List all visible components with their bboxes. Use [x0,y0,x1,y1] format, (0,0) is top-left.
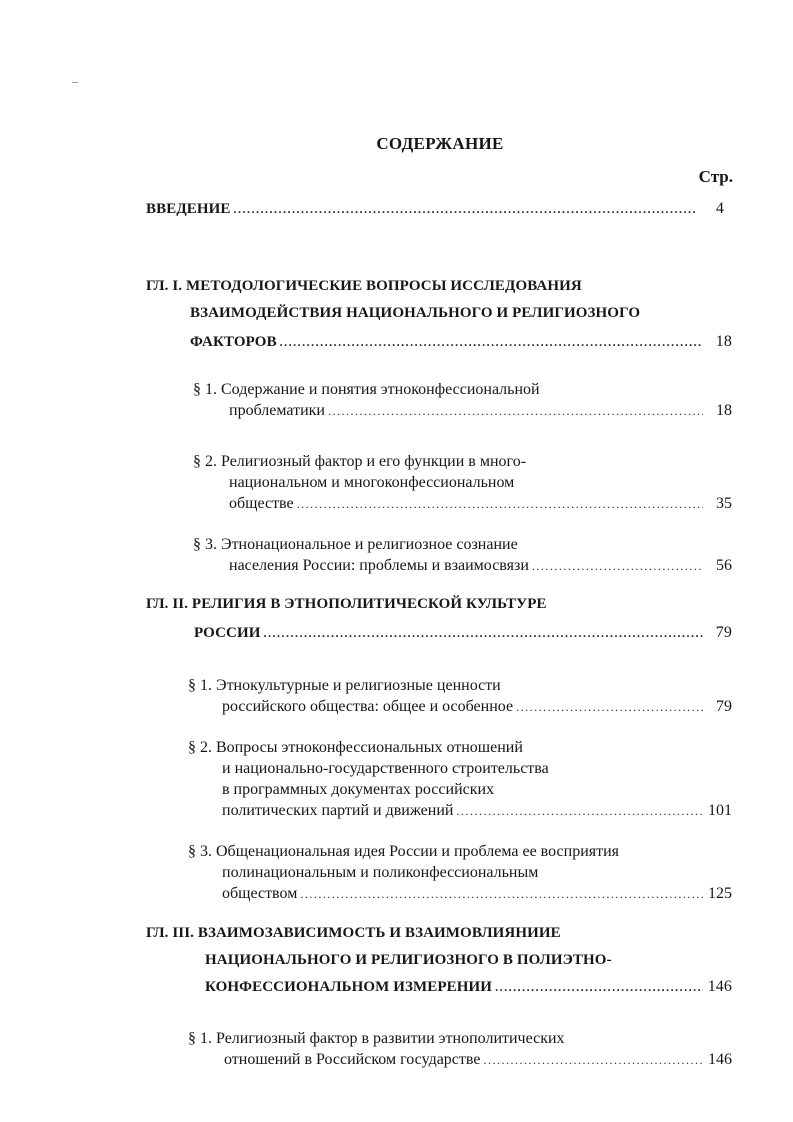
section-2-3-line2: полинациональным и поликонфессиональным [222,864,539,881]
dot-leader [495,980,703,995]
toc-entry-chapter-3 [205,978,732,996]
chapter-3-heading-line3: КОНФЕССИОНАЛЬНОМ ИЗМЕРЕНИИ [205,979,493,995]
toc-page-number: 18 [715,333,732,350]
toc-entry-section-1-3 [229,557,732,575]
toc-page-number: 79 [716,698,732,715]
toc-entry-section-2-3 [222,885,732,903]
toc-page-number: 79 [715,624,732,641]
section-2-3-line1: § 3. Общенациональная идея России и проблема ее восприятия [188,843,620,860]
dot-leader [483,1053,703,1068]
chapter-1-heading-line1: ГЛ. I. МЕТОДОЛОГИЧЕСКИЕ ВОПРОСЫ ИССЛЕДОВАНИЯ [146,278,582,294]
chapter-1-heading-line2: ВЗАИМОДЕЙСТВИЯ НАЦИОНАЛЬНОГО И РЕЛИГИОЗНОГО [190,305,641,321]
chapter-2-heading-line2: РОССИИ [194,625,261,641]
toc-page-number: 125 [708,885,732,902]
dot-leader [456,804,703,819]
toc-entry-chapter-1 [190,333,732,351]
toc-page-number: 146 [708,1051,732,1068]
section-1-2-line2: национальном и многоконфессиональном [229,474,515,491]
chapter-2-heading-line1: ГЛ. II. РЕЛИГИЯ В ЭТНОПОЛИТИЧЕСКОЙ КУЛЬТУРЕ [146,596,547,612]
toc-page-number: 4 [715,200,724,217]
toc-entry-section-1-1 [229,402,732,420]
toc-entry-intro [146,200,724,218]
section-1-2-line3: обществе [229,495,294,512]
dot-leader [233,202,695,217]
page-column-label: Стр. [698,167,733,186]
section-2-1-line2: российского общества: общее и особенное [222,698,514,715]
section-2-1-line1: § 1. Этнокультурные и религиозные ценности [188,677,501,694]
chapter-3-heading-line1: ГЛ. III. ВЗАИМОЗАВИСИМОСТЬ И ВЗАИМОВЛИЯНИИЕ [146,925,561,941]
toc-entry-label: ВВЕДЕНИЕ [146,201,231,217]
toc-entry-section-2-2 [222,802,732,820]
dot-leader [280,335,703,350]
section-3-1-line1: § 1. Религиозный фактор в развитии этнополитических [188,1030,565,1047]
toc-page-number: 56 [716,557,732,574]
section-1-3-line2: населения России: проблемы и взаимосвязи [229,557,529,574]
toc-entry-section-3-1 [224,1051,732,1069]
chapter-3-heading-line2: НАЦИОНАЛЬНОГО И РЕЛИГИОЗНОГО В ПОЛИЭТНО- [205,952,612,968]
toc-page-number: 146 [707,978,732,995]
chapter-1-heading-line3: ФАКТОРОВ [190,334,277,350]
section-2-2-line3: в программных документах российских [222,781,495,798]
toc-page-number: 101 [708,802,732,819]
section-1-2-line1: § 2. Религиозный фактор и его функции в много- [193,453,527,470]
toc-entry-chapter-2 [194,624,732,642]
section-2-2-line4: политических партий и движений [222,802,454,819]
section-1-1-line1: § 1. Содержание и понятия этноконфессиональной [193,381,540,398]
section-1-3-line1: § 3. Этнонациональное и религиозное сознание [193,536,518,553]
section-2-3-line3: обществом [222,885,298,902]
section-2-2-line1: § 2. Вопросы этноконфессиональных отношений [188,739,523,756]
toc-entry-section-1-2 [229,495,732,513]
dot-leader [328,404,703,419]
dot-leader [300,887,703,902]
toc-entry-section-2-1 [222,698,732,716]
section-2-2-line2: и национально-государственного строительства [222,760,549,777]
dot-leader [264,626,703,641]
dot-leader [297,497,703,512]
toc-page-number: 18 [716,402,732,419]
toc-page-number: 35 [716,495,732,512]
section-3-1-line2: отношений в Российском государстве [224,1051,481,1068]
dot-leader [532,559,703,574]
dot-leader [516,700,703,715]
section-1-1-line2: проблематики [229,402,325,419]
scan-speck [72,82,78,83]
page-title: СОДЕРЖАНИЕ [376,134,504,153]
